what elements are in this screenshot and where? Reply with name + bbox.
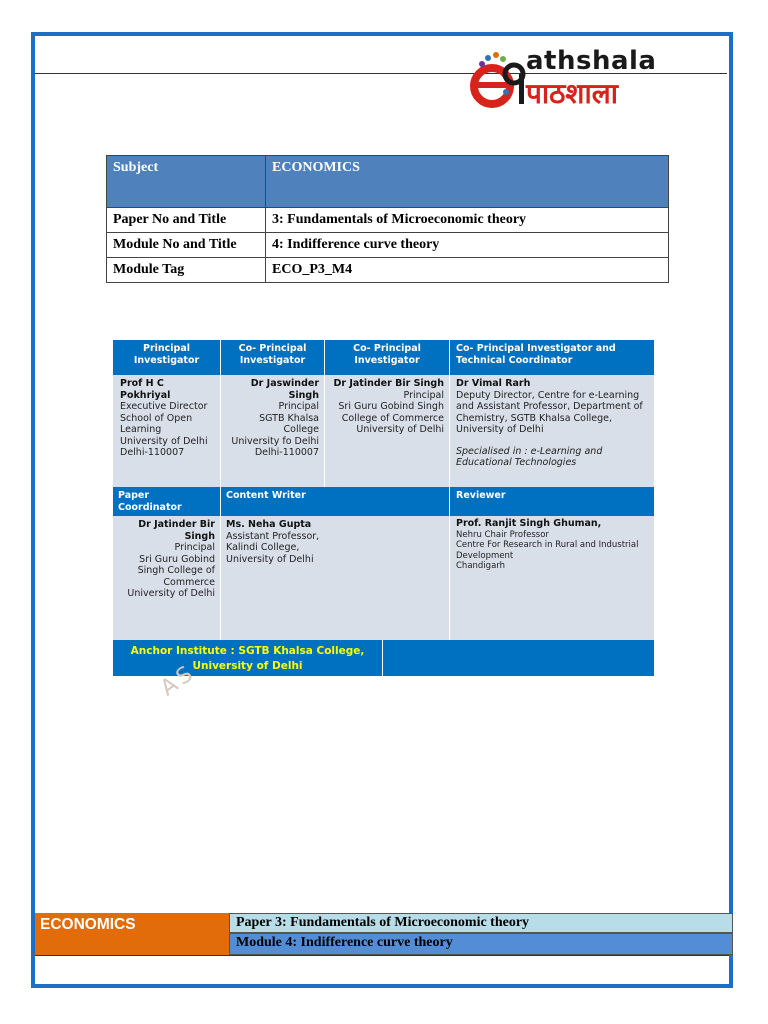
anchor-empty-cell: [383, 640, 654, 676]
anchor-institute: [113, 640, 383, 676]
footer-module: [229, 933, 733, 955]
copi-tech-name: Dr Vimal Rarh: [456, 378, 531, 389]
copi-tech-header-label: Co- Principal Investigator and Technical Coordinator: [456, 343, 616, 366]
copi-tech-cell: [450, 375, 654, 487]
content-writer-line: University of Delhi: [226, 553, 314, 565]
content-writer-line: Kalindi College,: [226, 542, 300, 553]
anchor-line: Anchor Institute : SGTB Khalsa College,: [130, 645, 365, 657]
content-writer-header: [221, 487, 450, 516]
copi2-line: Sri Guru Gobind Singh College of Commerce: [338, 401, 444, 424]
pi-header: [113, 340, 221, 375]
content-writer-cell: [221, 516, 450, 640]
copi-tech-header: [450, 340, 654, 375]
pi-cell: [113, 375, 221, 487]
reviewer-cell: [450, 516, 654, 640]
paper-coord-header-label: Paper Coordinator: [118, 490, 182, 513]
module-value: 4: Indifference curve theory: [266, 233, 669, 258]
credits-table: [113, 340, 654, 676]
paper-coord-line: Principal: [174, 542, 215, 553]
copi2-line: University of Delhi: [356, 424, 444, 435]
table-row: [107, 258, 669, 283]
paper-value: 3: Fundamentals of Microeconomic theory: [266, 208, 669, 233]
footer-subject-label: ECONOMICS: [40, 916, 136, 933]
epathshala-logo: [468, 42, 708, 112]
table-row: [107, 233, 669, 258]
pi-header-label: Principal Investigator: [133, 343, 200, 366]
paper-coord-line: University of Delhi: [127, 588, 215, 599]
logo-devanagari-text: पाठशाला: [526, 77, 618, 110]
copi1-line: Principal: [278, 401, 319, 412]
copi1-name: Dr Jaswinder Singh: [250, 378, 319, 401]
table-row: [107, 208, 669, 233]
pi-line: Delhi-110007: [120, 447, 185, 458]
reviewer-line: Nehru Chair Professor: [456, 529, 549, 540]
watermark: AS: [156, 659, 201, 702]
paper-coord-cell: [113, 516, 221, 640]
paper-coord-line: Sri Guru Gobind Singh College of Commerce: [137, 553, 215, 588]
module-tag-label: Module Tag: [107, 258, 266, 283]
table-row: [107, 156, 669, 208]
content-writer-header-label: Content Writer: [226, 490, 306, 501]
copi2-name: Dr Jatinder Bir Singh: [333, 378, 444, 389]
reviewer-header-label: Reviewer: [456, 490, 506, 501]
copi1-header-label: Co- Principal Investigator: [238, 343, 307, 366]
footer-paper: [229, 913, 733, 933]
module-label: Module No and Title: [107, 233, 266, 258]
paper-coord-name: Dr Jatinder Bir Singh: [138, 519, 215, 542]
copi2-header-label: Co- Principal Investigator: [353, 343, 421, 366]
copi1-cell: [221, 375, 325, 487]
copi1-line: University fo Delhi: [231, 435, 319, 447]
footer-rule: [35, 955, 729, 956]
copi1-header: [221, 340, 325, 375]
reviewer-line: Chandigarh: [456, 561, 506, 571]
copi2-line: Principal: [403, 389, 444, 401]
paper-label: Paper No and Title: [107, 208, 266, 233]
subject-table: [106, 155, 669, 283]
subject-value: ECONOMICS: [266, 156, 669, 208]
footer-subject: [35, 913, 229, 955]
anchor-line: University of Delhi: [192, 660, 303, 672]
epathshala-e-icon: [470, 50, 526, 108]
reviewer-line: Centre For Research in Rural and Industrial Development: [456, 540, 639, 561]
pi-line: University of Delhi: [120, 435, 208, 447]
reviewer-name: Prof. Ranjit Singh Ghuman,: [456, 518, 602, 529]
pi-line: Executive Director: [120, 401, 208, 412]
pi-name: Prof H C Pokhriyal: [120, 378, 171, 401]
copi-tech-desc: Deputy Director, Centre for e-Learning and Assistant Professor, Department of Chemistry, SGTB Khalsa College, University of Delhi: [456, 389, 643, 435]
copi1-line: Delhi-110007: [254, 447, 319, 458]
content-writer-line: Assistant Professor,: [226, 530, 320, 542]
paper-coord-header: [113, 487, 221, 516]
copi2-cell: [325, 375, 450, 487]
copi2-header: [325, 340, 450, 375]
copi1-line: SGTB Khalsa College: [259, 412, 319, 435]
copi-tech-special: Specialised in : e-Learning and Educational Technologies: [456, 445, 603, 468]
subject-label: Subject: [107, 156, 266, 208]
pi-line: School of Open Learning: [120, 412, 193, 435]
content-writer-name: Ms. Neha Gupta: [226, 519, 312, 530]
footer-paper-label: Paper 3: Fundamentals of Microeconomic theory: [236, 915, 530, 930]
logo-latin-text: athshala: [526, 46, 657, 76]
module-tag-value: ECO_P3_M4: [266, 258, 669, 283]
reviewer-header: [450, 487, 654, 516]
footer-module-label: Module 4: Indifference curve theory: [236, 935, 453, 950]
